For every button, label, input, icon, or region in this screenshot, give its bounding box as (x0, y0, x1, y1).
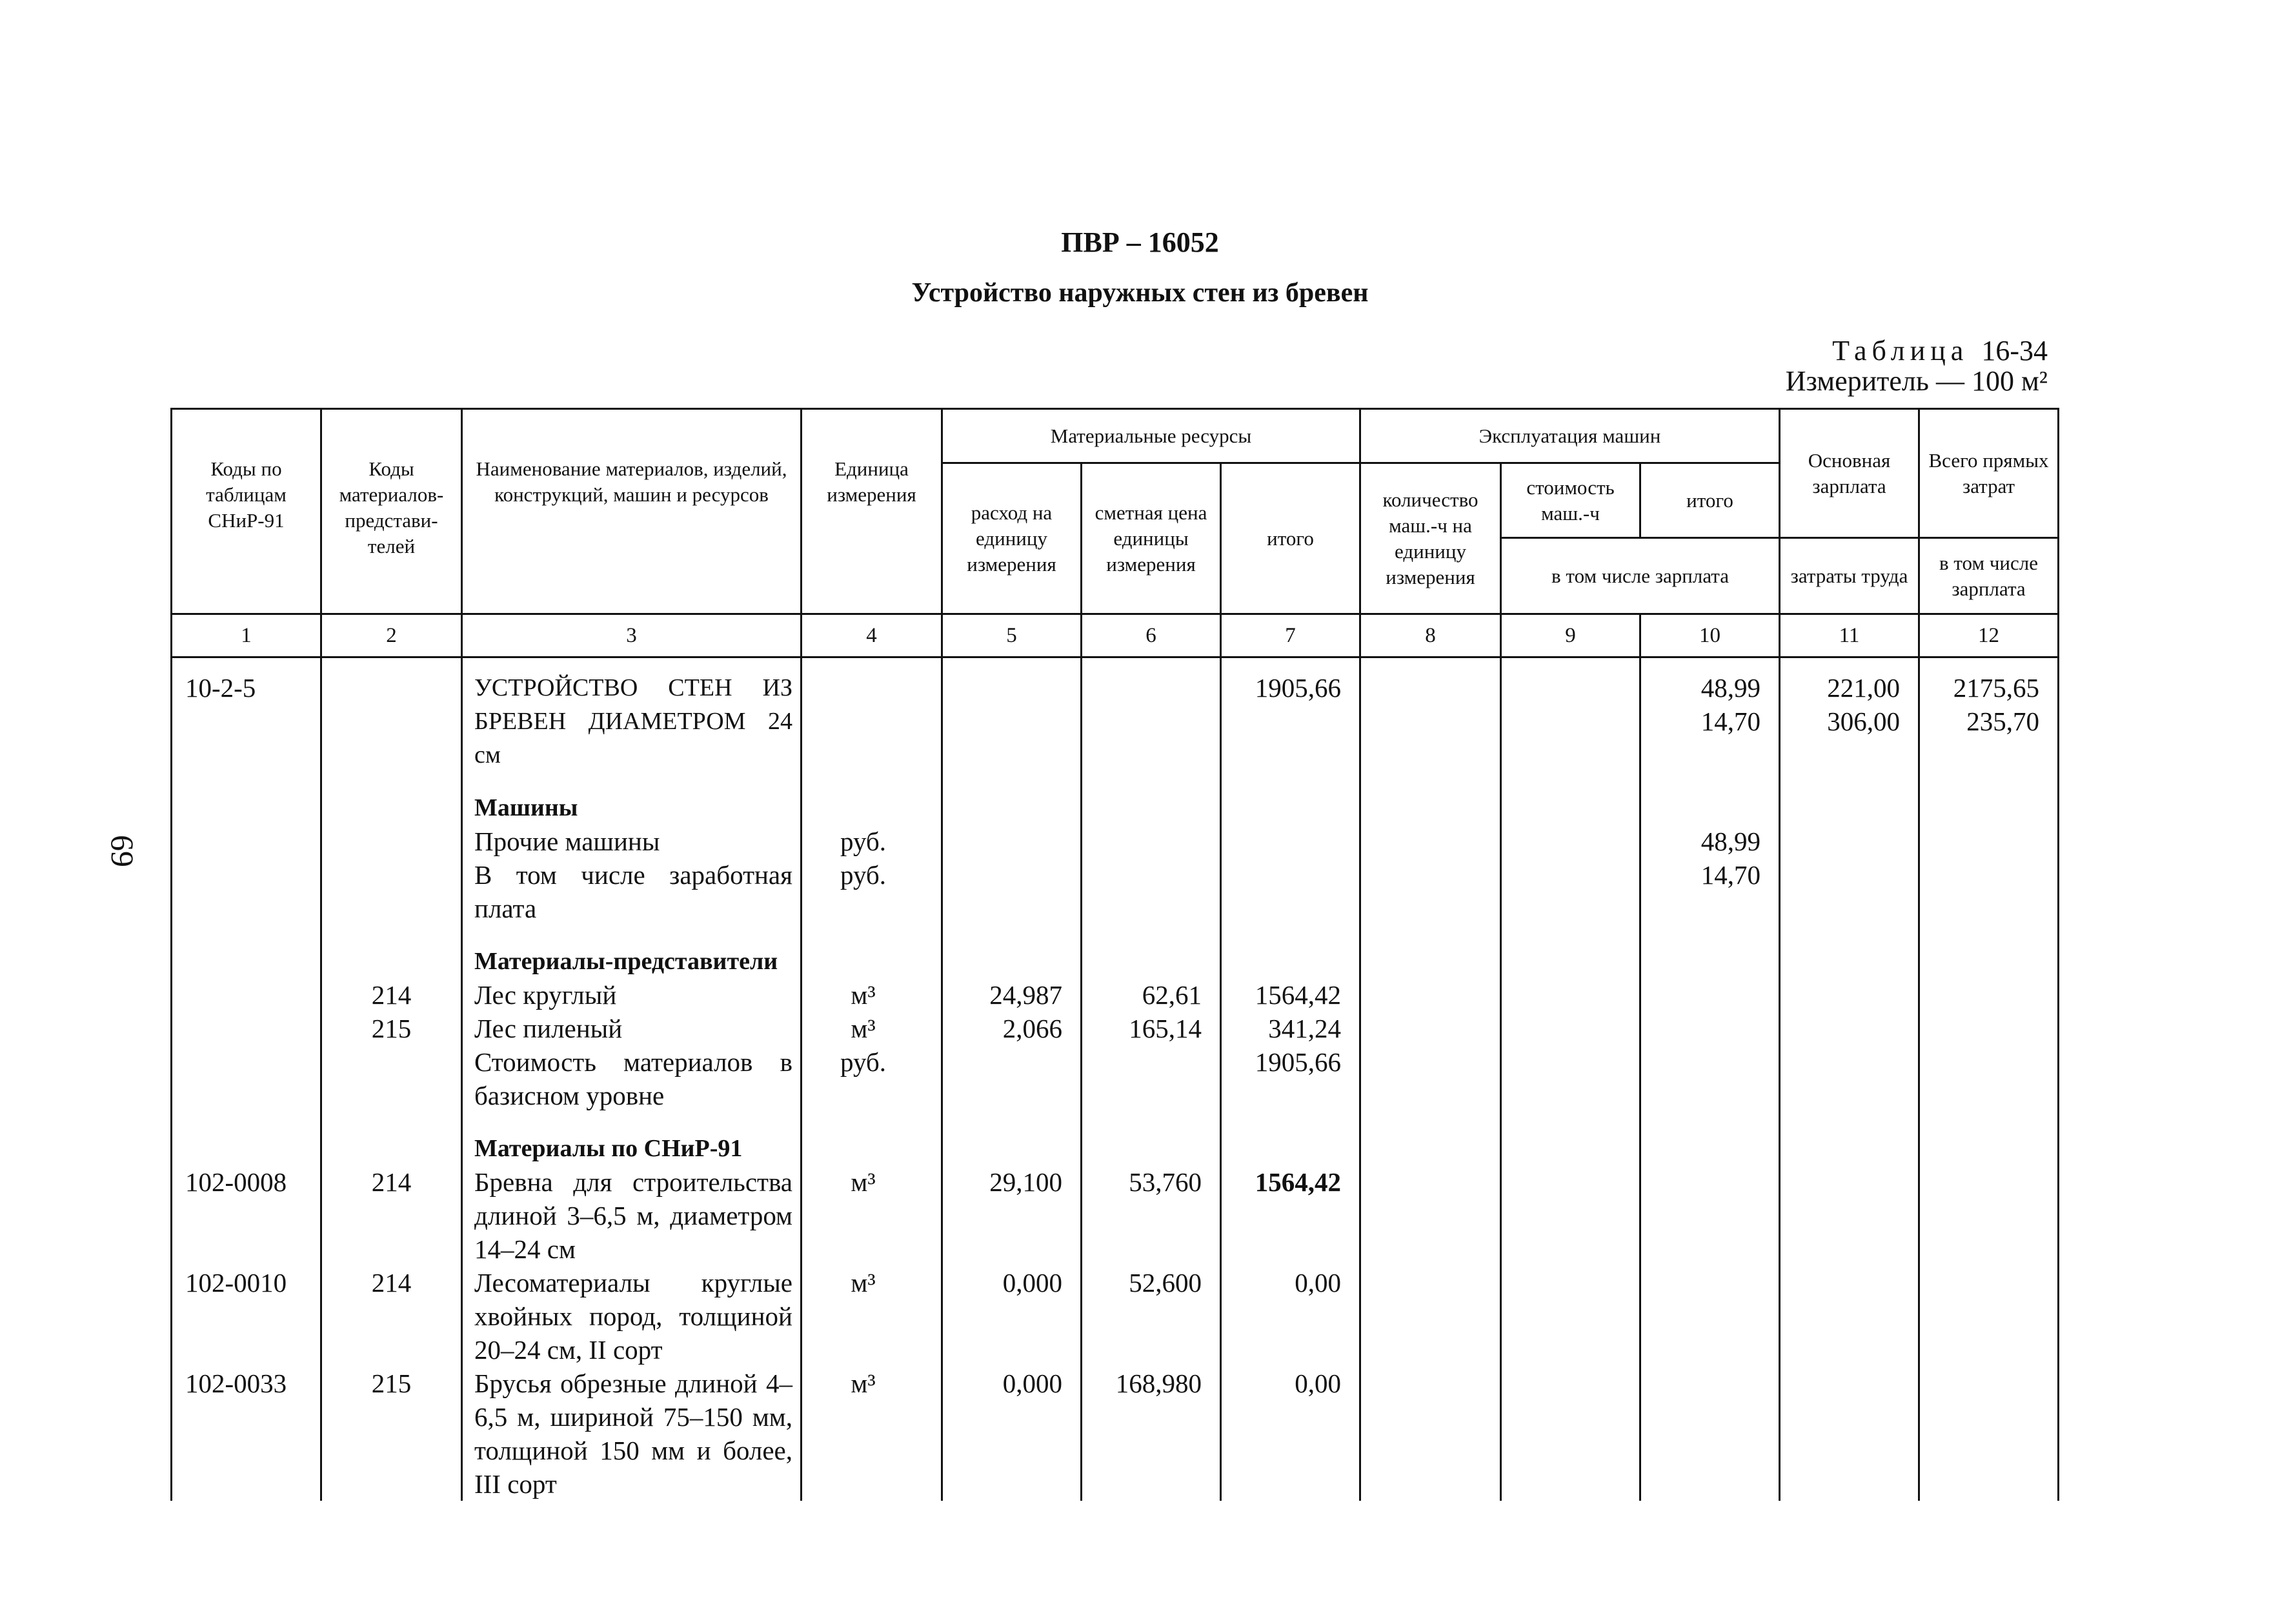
cell-name: В том числе заработная плата (462, 858, 802, 925)
cell-rep-code: 214 (321, 978, 462, 1012)
cell-materials-total: 0,00 (1221, 1266, 1360, 1367)
cell-unit-price: 52,600 (1082, 1266, 1221, 1367)
table-row-edged-beams (172, 1367, 2059, 1501)
base-wage-value: 221,00 (1827, 673, 1901, 703)
cell-consumption: 0,000 (942, 1266, 1082, 1367)
header-base-wage: Основная зарплата (1780, 409, 1919, 538)
cell-unit-price: 165,14 (1082, 1012, 1221, 1045)
cell-unit: руб. (802, 825, 942, 858)
header-materials-total: итого (1221, 463, 1360, 614)
cell-snip-code: 102-0010 (172, 1266, 321, 1367)
header-machines-total: итого (1640, 463, 1780, 538)
cell-name: Стоимость материалов в базисном уровне (462, 1045, 802, 1112)
header-machine-hours: количество маш.-ч на единицу измерения (1360, 463, 1501, 614)
cell-empty (1082, 657, 1221, 772)
column-number: 7 (1221, 614, 1360, 657)
column-number: 3 (462, 614, 802, 657)
table-row-main-work (172, 657, 2059, 772)
table-header (172, 409, 2059, 657)
cell-snip-code: 102-0008 (172, 1165, 321, 1266)
column-number: 9 (1501, 614, 1640, 657)
cell-name: Брусья обрезные длиной 4–6,5 м, шириной 75–150 мм, толщиной 150 мм и более, III сорт (462, 1367, 802, 1501)
cell-empty (1501, 657, 1640, 772)
cell-consumption: 0,000 (942, 1367, 1082, 1501)
cell-name: Лес круглый (462, 978, 802, 1012)
labor-cost-value: 306,00 (1827, 707, 1901, 736)
cell-name: Лес пиленый (462, 1012, 802, 1045)
header-machines-wage: в том числе зарплата (1501, 538, 1780, 614)
resource-table (170, 408, 2059, 1501)
table-row-sawn-timber (172, 1012, 2059, 1045)
cell-unit: м³ (802, 1367, 942, 1501)
header-machine-hour-cost: стоимость маш.-ч (1501, 463, 1640, 538)
table-label (1832, 334, 2048, 367)
cell-unit: м³ (802, 1165, 942, 1266)
column-number: 12 (1919, 614, 2059, 657)
column-number: 8 (1360, 614, 1501, 657)
table-row-other-machines (172, 825, 2059, 858)
column-number-row (172, 614, 2059, 657)
cell-total-direct (1919, 657, 2059, 772)
cell-unit-price: 168,980 (1082, 1367, 1221, 1501)
cell-rep-code: 214 (321, 1165, 462, 1266)
column-number: 2 (321, 614, 462, 657)
direct-wage-value: 235,70 (1966, 707, 2040, 736)
header-machine-operation: Эксплуатация машин (1360, 409, 1780, 463)
table-row-material-cost (172, 1045, 2059, 1112)
section-row-representatives (172, 945, 2059, 978)
column-number: 10 (1640, 614, 1780, 657)
page-number: 69 (105, 835, 141, 867)
header-snip-codes: Коды по таблицам СНиР-91 (172, 409, 321, 614)
cell-unit-price: 62,61 (1082, 978, 1221, 1012)
machines-wage-value: 14,70 (1700, 707, 1761, 736)
cell-unit: руб. (802, 858, 942, 925)
section-title-machines: Машины (462, 791, 802, 825)
table-number: 16-34 (1981, 335, 2048, 366)
cell-machines-total (1640, 657, 1780, 772)
cell-rep-code: 215 (321, 1367, 462, 1501)
document-title: Устройство наружных стен из бревен (911, 278, 1369, 308)
cell-consumption: 2,066 (942, 1012, 1082, 1045)
cell-machines-total: 14,70 (1640, 858, 1780, 925)
cell-machines-total: 48,99 (1640, 825, 1780, 858)
section-row-machines (172, 791, 2059, 825)
cell-name: Бревна для строительства длиной 3–6,5 м, диаметром 14–24 см (462, 1165, 802, 1266)
cell-work-name: УСТРОЙСТВО СТЕН ИЗ БРЕВЕН ДИАМЕТРОМ 24 см (462, 657, 802, 772)
spacer-row (172, 772, 2059, 791)
table-row-round-softwood (172, 1266, 2059, 1367)
table-label-text: Таблица (1832, 335, 1969, 366)
spacer-row (172, 1112, 2059, 1132)
column-number: 6 (1082, 614, 1221, 657)
cell-name: Прочие машины (462, 825, 802, 858)
cell-name: Лесоматериалы круглые хвойных пород, толщиной 20–24 см, II сорт (462, 1266, 802, 1367)
document-code: ПВР – 16052 (1061, 226, 1219, 258)
cell-empty (942, 657, 1082, 772)
total-direct-value: 2175,65 (1953, 673, 2040, 703)
cell-snip-code: 102-0033 (172, 1367, 321, 1501)
cell-empty (802, 657, 942, 772)
cell-materials-total: 1564,42 (1221, 1165, 1360, 1266)
cell-unit: м³ (802, 1266, 942, 1367)
header-labor-cost: затраты труда (1780, 538, 1919, 614)
table-row-round-timber (172, 978, 2059, 1012)
column-number: 4 (802, 614, 942, 657)
cell-unit: руб. (802, 1045, 942, 1112)
header-name: Наименование материалов, изделий, конструкций, машин и ресурсов (462, 409, 802, 614)
cell-consumption: 29,100 (942, 1165, 1082, 1266)
cell-materials-total: 1905,66 (1221, 1045, 1360, 1112)
header-unit: Единица измерения (802, 409, 942, 614)
measure-unit: Измеритель — 100 м² (1785, 365, 2048, 397)
header-direct-wage: в том числе зарплата (1919, 538, 2059, 614)
column-number: 11 (1780, 614, 1919, 657)
column-number: 1 (172, 614, 321, 657)
cell-materials-total: 0,00 (1221, 1367, 1360, 1501)
cell-rep-code: 214 (321, 1266, 462, 1367)
cell-snip-code: 10-2-5 (172, 657, 321, 772)
cell-materials-total: 1564,42 (1221, 978, 1360, 1012)
header-unit-price: сметная цена единицы измерения (1082, 463, 1221, 614)
spacer-row (172, 925, 2059, 945)
cell-materials-total: 1905,66 (1221, 657, 1360, 772)
cell-base-wage (1780, 657, 1919, 772)
cell-unit-price: 53,760 (1082, 1165, 1221, 1266)
column-number: 5 (942, 614, 1082, 657)
section-row-snip (172, 1132, 2059, 1165)
cell-materials-total: 341,24 (1221, 1012, 1360, 1045)
cell-unit: м³ (802, 978, 942, 1012)
cell-unit: м³ (802, 1012, 942, 1045)
header-consumption: расход на единицу измерения (942, 463, 1082, 614)
table-row-logs (172, 1165, 2059, 1266)
header-rep-codes: Коды материалов-представи-телей (321, 409, 462, 614)
header-material-resources: Материальные ресурсы (942, 409, 1360, 463)
section-title-representatives: Материалы-представители (462, 945, 802, 978)
cell-consumption: 24,987 (942, 978, 1082, 1012)
cell-empty (321, 657, 462, 772)
cell-rep-code: 215 (321, 1012, 462, 1045)
section-title-snip: Материалы по СНиР-91 (462, 1132, 802, 1165)
cell-empty (1360, 657, 1501, 772)
table-body (172, 657, 2059, 1501)
header-total-direct: Всего прямых затрат (1919, 409, 2059, 538)
machines-total-value: 48,99 (1700, 673, 1761, 703)
table-row-wage (172, 858, 2059, 925)
